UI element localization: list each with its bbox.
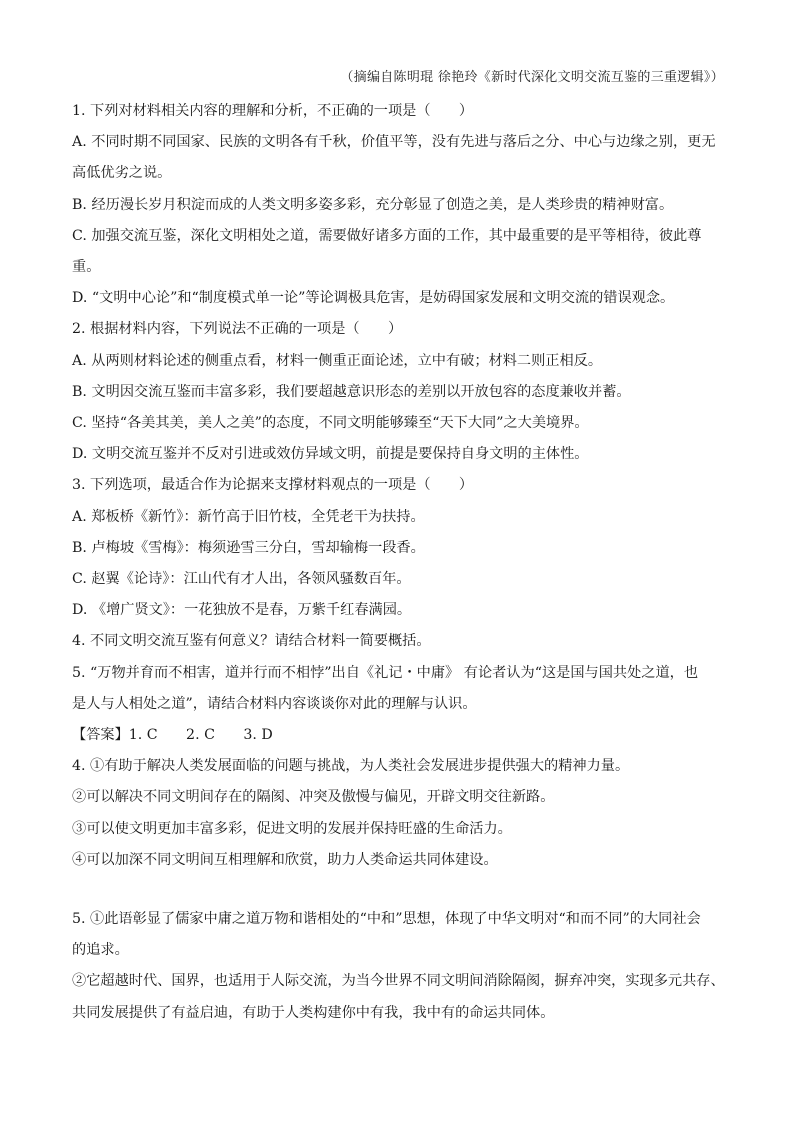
- q3-stem: 3. 下列选项，最适合作为论据来支撑材料观点的一项是（ ）: [72, 477, 474, 494]
- a4-point-1: 4. ①有助于解决人类发展面临的问题与挑战，为人类社会发展进步提供强大的精神力量。: [72, 758, 630, 775]
- answer-text: 1. C 2. C 3. D: [128, 727, 273, 744]
- q1-option-a-line1: A. 不同时期不同国家、民族的文明各有千秋，价值平等，没有先进与落后之分、中心与边缘之别，更无: [72, 134, 716, 151]
- spacer: [72, 876, 722, 904]
- a4-point-3: ③可以使文明更加丰富多彩，促进文明的发展并保持旺盛的生命活力。: [72, 820, 512, 837]
- q3-option-b: B. 卢梅坡《雪梅》：梅须逊雪三分白，雪却输梅一段香。: [72, 539, 425, 556]
- a5-line1: 5. ①此语彰显了儒家中庸之道万物和谐相处的“中和”思想，体现了中华文明对“和而不同”的大同社会: [72, 911, 701, 928]
- q4-stem: 4. 不同文明交流互鉴有何意义？请结合材料一简要概括。: [72, 633, 431, 650]
- q1-option-d: D. “文明中心论”和“制度模式单一论”等论调极具危害，是妨碍国家发展和文明交流的错误观念。: [72, 290, 675, 307]
- q1-option-b: B. 经历漫长岁月积淀而成的人类文明多姿多彩，充分彰显了创造之美，是人类珍贵的精神财富。: [72, 196, 674, 213]
- answer-line: [72, 720, 722, 751]
- question-content: [72, 96, 725, 1029]
- q2-stem: 2. 根据材料内容，下列说法不正确的一项是（ ）: [72, 321, 403, 338]
- q1-option-a-line2: 高低优劣之说。: [72, 165, 172, 182]
- answer-tag: 【答案】: [72, 727, 129, 744]
- q3-option-c: C. 赵翼《论诗》：江山代有才人出，各领风骚数百年。: [72, 571, 411, 588]
- q1-stem: 1. 下列对材料相关内容的理解和分析，不正确的一项是（ ）: [72, 103, 474, 119]
- q3-option-a: A. 郑板桥《新竹》：新竹高于旧竹枝，全凭老干为扶持。: [72, 508, 425, 525]
- a5-line4: 共同发展提供了有益启迪，有助于人类构建你中有我，我中有的命运共同体。: [72, 1004, 555, 1021]
- q2-option-c: C. 坚持“各美其美，美人之美”的态度，不同文明能够臻至“天下大同”之大美境界。: [72, 415, 589, 432]
- a4-point-2: ②可以解决不同文明间存在的隔阂、冲突及傲慢与偏见，开辟文明交往新路。: [72, 789, 555, 806]
- q2-option-a: A. 从两则材料论述的侧重点看，材料一侧重正面论述，立中有破；材料二则正相反。: [72, 352, 603, 369]
- a5-line3: ②它超越时代、国界，也适用于人际交流，为当今世界不同文明间消除隔阂，摒弃冲突，实现多元共存、: [72, 973, 725, 990]
- q5-stem-line1: 5. “万物并育而不相害，道并行而不相悖”出自《礼记・中庸》 有论者认为“这是国与国共处之道，也: [72, 664, 699, 681]
- q2-option-b: B. 文明因交流互鉴而丰富多彩，我们要超越意识形态的差别以开放包容的态度兼收并蓄。: [72, 383, 631, 400]
- q1-option-c-line1: C. 加强交流互鉴，深化文明相处之道，需要做好诸多方面的工作，其中最重要的是平等相待，彼此尊: [72, 227, 702, 244]
- source-citation: （摘编自陈明琨 徐艳玲《新时代深化文明交流互鉴的三重逻辑》）: [340, 70, 724, 85]
- q5-stem-line2: 是人与人相处之道”，请结合材料内容谈谈你对此的理解与认识。: [72, 695, 477, 712]
- a5-line2: 的追求。: [72, 942, 129, 959]
- a4-point-4: ④可以加深不同文明间互相理解和欣赏，助力人类命运共同体建设。: [72, 851, 498, 868]
- q1-option-c-line2: 重。: [72, 259, 101, 276]
- q3-option-d: D. 《增广贤文》：一花独放不是春，万紫千红春满园。: [72, 602, 412, 619]
- q2-option-d: D. 文明交流互鉴并不反对引进或效仿异域文明，前提是要保持自身文明的主体性。: [72, 446, 589, 463]
